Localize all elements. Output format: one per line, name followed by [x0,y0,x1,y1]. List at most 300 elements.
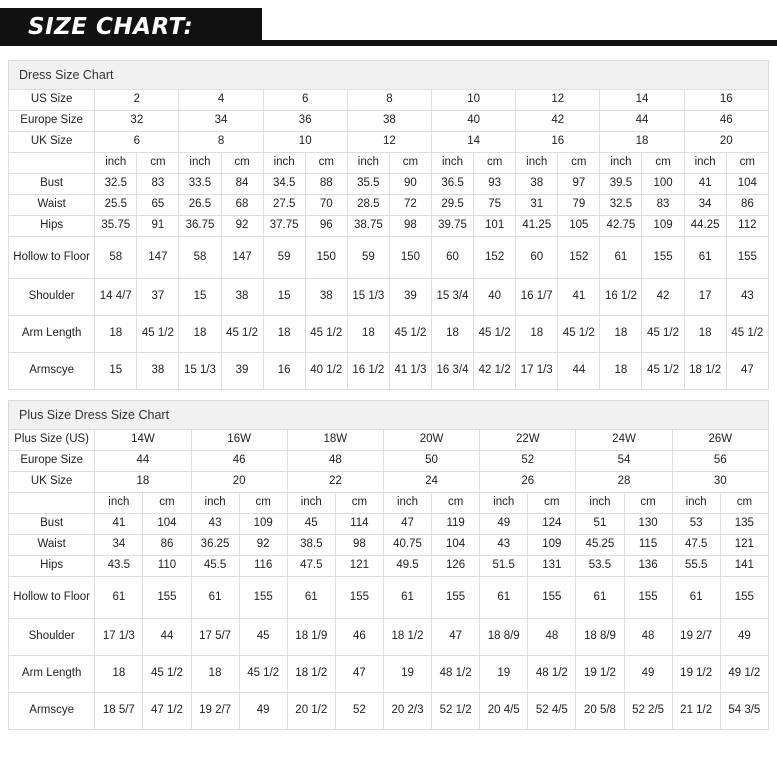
cell: 109 [239,514,287,535]
cell: 45 1/2 [221,316,263,353]
cell: 14 [600,90,684,111]
cell: 34.5 [263,174,305,195]
table-row [9,451,769,472]
cell: 42 [516,111,600,132]
cell: 47 [432,619,480,656]
cell: 28.5 [347,195,389,216]
cell: 105 [558,216,600,237]
cell: 60 [431,237,473,279]
cell: 104 [432,535,480,556]
cell: 39 [221,353,263,390]
cell: 20 2/3 [383,693,431,730]
cell: 14 [431,132,515,153]
cell: 131 [528,556,576,577]
cell: 46 [191,451,287,472]
cell: 48 1/2 [432,656,480,693]
cell: 147 [137,237,179,279]
cell: 6 [95,132,179,153]
cell: 2 [95,90,179,111]
cell: 65 [137,195,179,216]
cell: 112 [726,216,768,237]
cell: 12 [347,132,431,153]
cell: 51 [576,514,624,535]
cell: 116 [239,556,287,577]
cell: 152 [558,237,600,279]
cell: 18 1/9 [287,619,335,656]
cell: 20 4/5 [480,693,528,730]
cell: 16 [684,90,768,111]
cell: 70 [305,195,347,216]
cell: 36 [263,111,347,132]
cell: 115 [624,535,672,556]
cell: 18 5/7 [95,693,143,730]
cell: 44 [600,111,684,132]
unit-cell: inch [576,493,624,514]
cell: 114 [335,514,383,535]
row-label: US Size [9,90,95,111]
dress-size-chart-table [8,89,769,390]
cell: 124 [528,514,576,535]
table-row [9,237,769,279]
cell: 83 [642,195,684,216]
cell: 61 [95,577,143,619]
cell: 38 [221,279,263,316]
cell: 45 1/2 [389,316,431,353]
cell: 54 [576,451,672,472]
cell: 152 [474,237,516,279]
cell: 155 [239,577,287,619]
cell: 61 [383,577,431,619]
cell: 150 [389,237,431,279]
unit-cell: inch [672,493,720,514]
unit-cell: inch [263,153,305,174]
cell: 19 1/2 [672,656,720,693]
cell: 56 [672,451,768,472]
unit-cell: cm [137,153,179,174]
cell: 121 [335,556,383,577]
cell: 38.75 [347,216,389,237]
unit-cell: cm [239,493,287,514]
cell: 15 [95,353,137,390]
cell: 21 1/2 [672,693,720,730]
cell: 15 1/3 [347,279,389,316]
row-label: Europe Size [9,111,95,132]
cell: 17 1/3 [516,353,558,390]
cell: 14W [95,430,191,451]
cell: 18 [516,316,558,353]
cell: 15 [263,279,305,316]
cell: 50 [383,451,479,472]
cell: 35.75 [95,216,137,237]
header-rule [0,40,777,46]
cell: 109 [528,535,576,556]
cell: 49.5 [383,556,431,577]
cell: 18 [600,132,684,153]
cell: 39.5 [600,174,642,195]
cell: 136 [624,556,672,577]
cell: 41 [558,279,600,316]
cell: 45 1/2 [558,316,600,353]
cell: 104 [726,174,768,195]
cell: 15 3/4 [431,279,473,316]
cell: 24W [576,430,672,451]
cell: 16 3/4 [431,353,473,390]
cell: 88 [305,174,347,195]
cell: 75 [474,195,516,216]
table-row [9,174,769,195]
plus-size-dress-chart-section [0,400,777,730]
cell: 40.75 [383,535,431,556]
cell: 16W [191,430,287,451]
row-label: Hips [9,216,95,237]
row-label: Hips [9,556,95,577]
unit-cell: cm [624,493,672,514]
cell: 34 [179,111,263,132]
cell: 32.5 [600,195,642,216]
cell: 16 [516,132,600,153]
cell: 4 [179,90,263,111]
cell: 55.5 [672,556,720,577]
unit-cell: inch [95,153,137,174]
table-row [9,693,769,730]
cell: 18 8/9 [576,619,624,656]
table-row [9,353,769,390]
row-label: Hollow to Floor [9,577,95,619]
cell: 42 [642,279,684,316]
cell: 96 [305,216,347,237]
cell: 49 [720,619,768,656]
cell: 27.5 [263,195,305,216]
unit-cell: cm [305,153,347,174]
cell: 43 [191,514,239,535]
cell: 155 [624,577,672,619]
row-label: Shoulder [9,279,95,316]
cell: 47.5 [287,556,335,577]
cell: 19 2/7 [672,619,720,656]
cell: 59 [263,237,305,279]
cell: 18 [600,353,642,390]
unit-cell: cm [642,153,684,174]
table-row-units [9,493,769,514]
cell: 18 [600,316,642,353]
cell: 15 [179,279,221,316]
table-row [9,656,769,693]
cell: 18W [287,430,383,451]
cell: 28 [576,472,672,493]
table-row [9,556,769,577]
cell: 36.25 [191,535,239,556]
table-row [9,619,769,656]
cell: 18 1/2 [287,656,335,693]
table-row [9,111,769,132]
unit-cell: inch [347,153,389,174]
table-row [9,90,769,111]
cell: 100 [642,174,684,195]
cell: 47 [335,656,383,693]
unit-cell: cm [335,493,383,514]
unit-cell: cm [720,493,768,514]
cell: 155 [335,577,383,619]
cell: 41 [95,514,143,535]
cell: 38 [137,353,179,390]
cell: 72 [389,195,431,216]
cell: 155 [642,237,684,279]
cell: 18 1/2 [684,353,726,390]
cell: 83 [137,174,179,195]
table-row [9,430,769,451]
cell: 22W [480,430,576,451]
row-label: UK Size [9,132,95,153]
cell: 126 [432,556,480,577]
cell: 52 1/2 [432,693,480,730]
cell: 141 [720,556,768,577]
cell: 61 [287,577,335,619]
table-row [9,472,769,493]
cell: 45 1/2 [474,316,516,353]
cell: 45 1/2 [726,316,768,353]
cell: 92 [221,216,263,237]
cell: 18 [684,316,726,353]
cell: 30 [672,472,768,493]
cell: 61 [480,577,528,619]
cell: 17 5/7 [191,619,239,656]
cell: 32.5 [95,174,137,195]
cell: 61 [684,237,726,279]
cell: 8 [179,132,263,153]
row-label: UK Size [9,472,95,493]
cell: 52 4/5 [528,693,576,730]
cell: 98 [389,216,431,237]
cell: 150 [305,237,347,279]
cell: 41 [684,174,726,195]
cell: 16 1/7 [516,279,558,316]
unit-cell: cm [528,493,576,514]
cell: 34 [684,195,726,216]
cell: 15 1/3 [179,353,221,390]
cell: 25.5 [95,195,137,216]
table-row [9,535,769,556]
cell: 61 [672,577,720,619]
cell: 51.5 [480,556,528,577]
cell: 44.25 [684,216,726,237]
cell: 20 [684,132,768,153]
cell: 43.5 [95,556,143,577]
cell: 35.5 [347,174,389,195]
unit-cell: cm [221,153,263,174]
cell: 26W [672,430,768,451]
cell: 155 [143,577,191,619]
dress-size-chart-section [0,60,777,390]
cell: 16 [263,353,305,390]
cell: 18 [431,316,473,353]
cell: 54 3/5 [720,693,768,730]
cell: 18 [95,656,143,693]
cell: 60 [516,237,558,279]
cell: 40 1/2 [305,353,347,390]
cell: 45 [239,619,287,656]
cell: 18 [191,656,239,693]
cell: 41.25 [516,216,558,237]
cell: 59 [347,237,389,279]
cell: 18 [95,316,137,353]
row-label-units [9,153,95,174]
cell: 20 [191,472,287,493]
cell: 86 [726,195,768,216]
cell: 16 1/2 [347,353,389,390]
cell: 155 [720,577,768,619]
table-row-units [9,153,769,174]
row-label: Arm Length [9,316,95,353]
cell: 36.5 [431,174,473,195]
cell: 79 [558,195,600,216]
cell: 43 [726,279,768,316]
table-row [9,216,769,237]
cell: 12 [516,90,600,111]
unit-cell: cm [474,153,516,174]
cell: 58 [179,237,221,279]
unit-cell: inch [287,493,335,514]
cell: 61 [191,577,239,619]
cell: 17 [684,279,726,316]
cell: 91 [137,216,179,237]
cell: 38 [347,111,431,132]
cell: 44 [95,451,191,472]
cell: 45.5 [191,556,239,577]
cell: 45 1/2 [642,353,684,390]
cell: 10 [431,90,515,111]
table-row [9,195,769,216]
unit-cell: cm [558,153,600,174]
cell: 39 [389,279,431,316]
row-label: Plus Size (US) [9,430,95,451]
cell: 45 1/2 [239,656,287,693]
table-row [9,132,769,153]
section-title-dress: Dress Size Chart [8,60,769,89]
cell: 45 1/2 [305,316,347,353]
row-label: Waist [9,535,95,556]
cell: 37.75 [263,216,305,237]
cell: 48 [528,619,576,656]
row-label: Armscye [9,353,95,390]
cell: 44 [143,619,191,656]
section-title-plus: Plus Size Dress Size Chart [8,400,769,429]
cell: 155 [528,577,576,619]
unit-cell: inch [383,493,431,514]
cell: 19 [480,656,528,693]
cell: 46 [684,111,768,132]
cell: 24 [383,472,479,493]
cell: 10 [263,132,347,153]
cell: 20W [383,430,479,451]
cell: 14 4/7 [95,279,137,316]
cell: 45 1/2 [143,656,191,693]
cell: 109 [642,216,684,237]
cell: 52 2/5 [624,693,672,730]
cell: 52 [480,451,576,472]
page-header [0,0,777,46]
cell: 29.5 [431,195,473,216]
cell: 37 [137,279,179,316]
cell: 61 [576,577,624,619]
page-title: SIZE CHART: [28,14,194,40]
row-label: Armscye [9,693,95,730]
cell: 84 [221,174,263,195]
cell: 18 8/9 [480,619,528,656]
cell: 92 [239,535,287,556]
cell: 45.25 [576,535,624,556]
unit-cell: cm [726,153,768,174]
unit-cell: cm [389,153,431,174]
cell: 17 1/3 [95,619,143,656]
cell: 19 1/2 [576,656,624,693]
cell: 68 [221,195,263,216]
unit-cell: inch [684,153,726,174]
cell: 49 1/2 [720,656,768,693]
cell: 26.5 [179,195,221,216]
cell: 45 [287,514,335,535]
unit-cell: inch [191,493,239,514]
cell: 18 [95,472,191,493]
cell: 41 1/3 [389,353,431,390]
table-row [9,316,769,353]
row-label: Hollow to Floor [9,237,95,279]
cell: 34 [95,535,143,556]
cell: 45 1/2 [137,316,179,353]
cell: 53 [672,514,720,535]
cell: 26 [480,472,576,493]
cell: 38.5 [287,535,335,556]
table-row [9,514,769,535]
unit-cell: inch [431,153,473,174]
cell: 86 [143,535,191,556]
cell: 130 [624,514,672,535]
row-label-units [9,493,95,514]
cell: 119 [432,514,480,535]
cell: 155 [726,237,768,279]
table-row [9,279,769,316]
cell: 49 [624,656,672,693]
cell: 49 [480,514,528,535]
cell: 47.5 [672,535,720,556]
row-label: Bust [9,514,95,535]
cell: 19 [383,656,431,693]
unit-cell: inch [480,493,528,514]
cell: 40 [431,111,515,132]
cell: 98 [335,535,383,556]
cell: 8 [347,90,431,111]
cell: 52 [335,693,383,730]
cell: 42 1/2 [474,353,516,390]
cell: 6 [263,90,347,111]
cell: 47 [726,353,768,390]
cell: 135 [720,514,768,535]
row-label: Bust [9,174,95,195]
cell: 18 [347,316,389,353]
cell: 43 [480,535,528,556]
cell: 101 [474,216,516,237]
cell: 110 [143,556,191,577]
row-label: Europe Size [9,451,95,472]
cell: 48 [624,619,672,656]
cell: 36.75 [179,216,221,237]
header-spacer [0,46,777,60]
cell: 58 [95,237,137,279]
cell: 42.75 [600,216,642,237]
cell: 18 [263,316,305,353]
cell: 19 2/7 [191,693,239,730]
cell: 33.5 [179,174,221,195]
unit-cell: cm [143,493,191,514]
